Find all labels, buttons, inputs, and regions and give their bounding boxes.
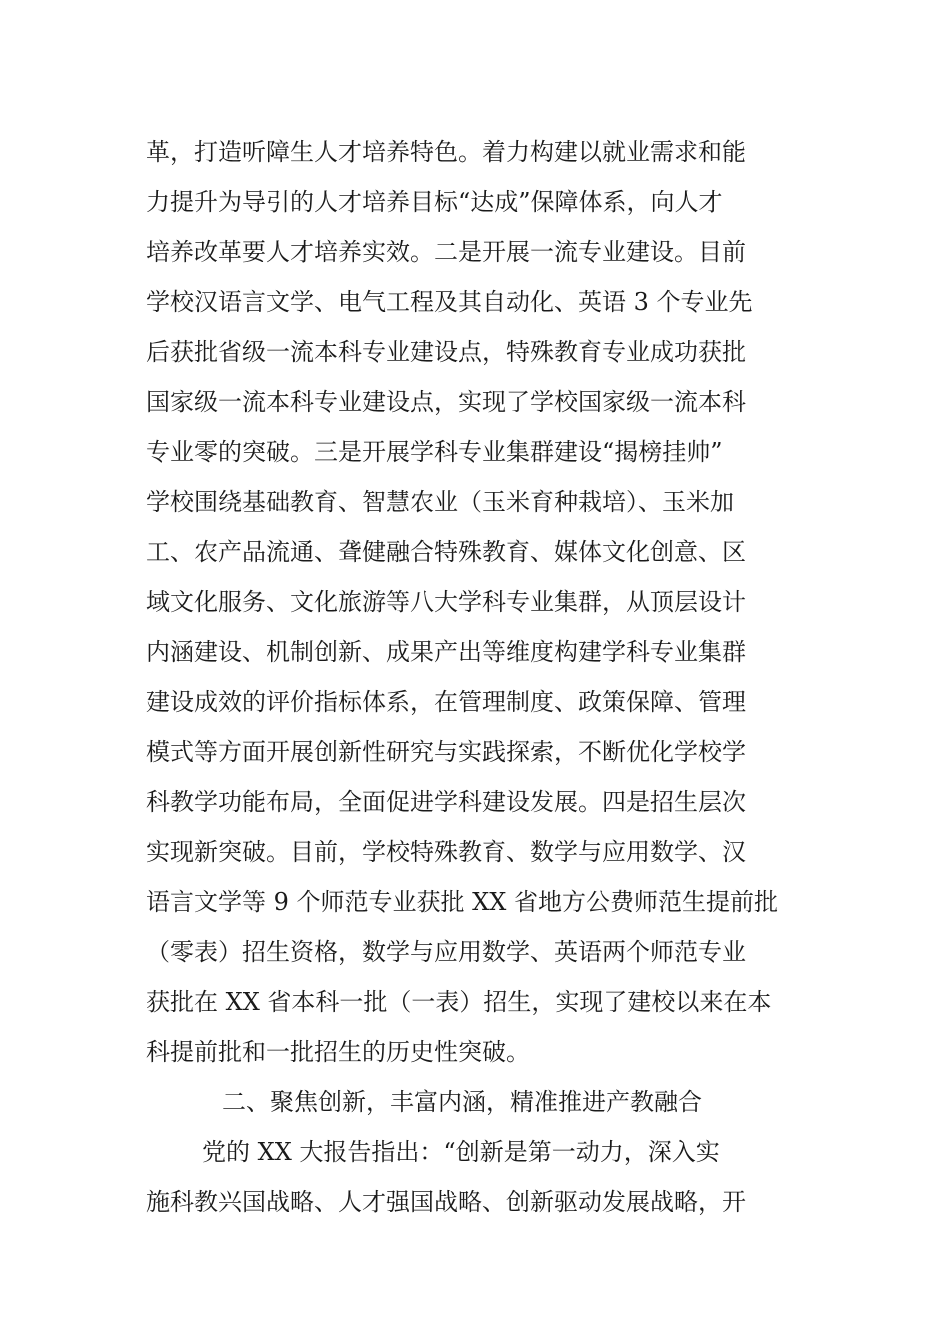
body-text-line: 党的 XX 大报告指出：“创新是第一动力，深入实: [202, 1138, 720, 1166]
body-text-line: 建设成效的评价指标体系，在管理制度、政策保障、管理: [146, 688, 746, 716]
body-text-line: 国家级一流本科专业建设点，实现了学校国家级一流本科: [146, 388, 746, 416]
body-text-line: 工、农产品流通、聋健融合特殊教育、媒体文化创意、区: [146, 538, 746, 566]
body-text-line: 学校汉语言文学、电气工程及其自动化、英语 3 个专业先: [146, 288, 753, 316]
body-text-line: 内涵建设、机制创新、成果产出等维度构建学科专业集群: [146, 638, 746, 666]
body-text-line: 获批在 XX 省本科一批（一表）招生，实现了建校以来在本: [146, 988, 772, 1016]
body-text-line: 专业零的突破。三是开展学科专业集群建设“揭榜挂帅”: [146, 438, 723, 466]
body-text-line: 力提升为导引的人才培养目标“达成”保障体系，向人才: [146, 188, 723, 216]
section-heading: 二、聚焦创新，丰富内涵，精准推进产教融合: [222, 1088, 702, 1116]
body-text-line: 科教学功能布局，全面促进学科建设发展。四是招生层次: [146, 788, 746, 816]
body-text-line: 实现新突破。目前，学校特殊教育、数学与应用数学、汉: [146, 838, 746, 866]
body-text-line: 学校围绕基础教育、智慧农业（玉米育种栽培）、玉米加: [146, 488, 734, 516]
body-text-line: 革，打造听障生人才培养特色。着力构建以就业需求和能: [146, 138, 746, 166]
body-text-line: 科提前批和一批招生的历史性突破。: [146, 1038, 530, 1066]
body-text-line: 施科教兴国战略、人才强国战略、创新驱动发展战略，开: [146, 1188, 746, 1216]
body-text-line: 域文化服务、文化旅游等八大学科专业集群，从顶层设计: [146, 588, 746, 616]
body-text-line: （零表）招生资格，数学与应用数学、英语两个师范专业: [146, 938, 746, 966]
body-text-line: 模式等方面开展创新性研究与实践探索，不断优化学校学: [146, 738, 746, 766]
body-text-line: 培养改革要人才培养实效。二是开展一流专业建设。目前: [146, 238, 746, 266]
body-text-line: 后获批省级一流本科专业建设点，特殊教育专业成功获批: [146, 338, 746, 366]
body-text-line: 语言文学等 9 个师范专业获批 XX 省地方公费师范生提前批: [146, 888, 778, 916]
